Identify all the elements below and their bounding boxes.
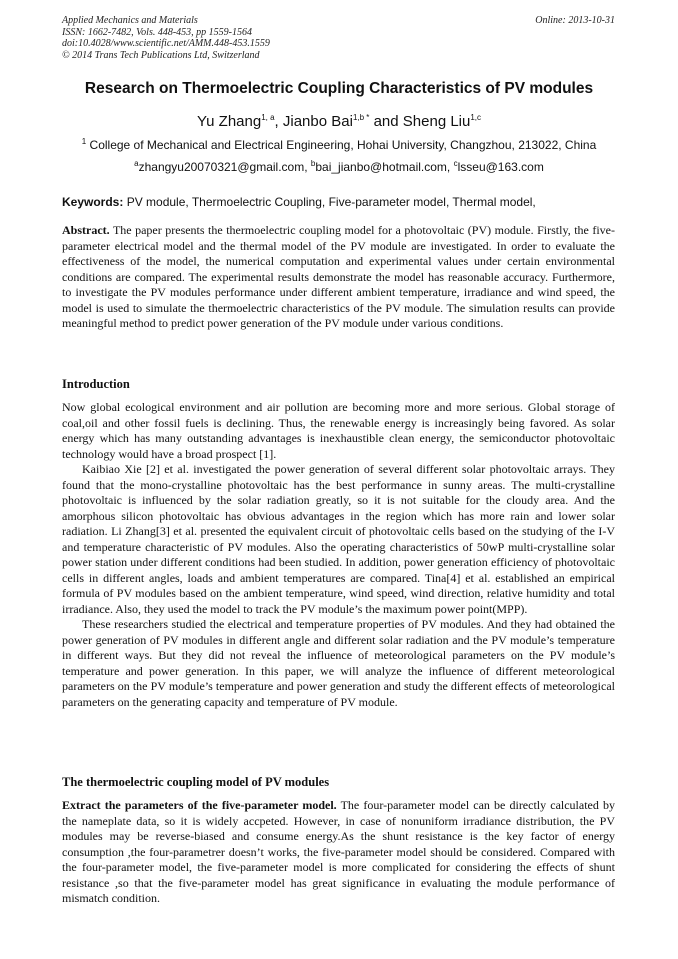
author-name: Yu Zhang (196, 113, 262, 130)
author-affil-marker: 1,b * (352, 113, 370, 122)
author-emails (40, 160, 638, 174)
journal-header (62, 15, 615, 61)
author-separator: , (274, 113, 283, 130)
author-affil-marker: 1, a (261, 113, 275, 122)
affiliation-marker: 1 (81, 137, 87, 146)
author-name: Sheng Liu (402, 113, 471, 130)
email-marker: a (134, 159, 139, 168)
paragraph: Kaibiao Xie [2] et al. investigated the power generation of several different solar photovoltaic arrays. They found that the mono-crystalline photovoltaic has the best performance in sunny areas. The multi-crystalline photovoltaic is influenced by the solar radiation greatly, so it is not suitable for the cloudy area. And the amorphous silicon photovoltaic has obvious advantages in the region which has more rain and lower solar radiation. Li Zhang[3] et al. presented the equivalent circuit of photovoltaic cells based on the studying of the I-V and temperature characteristic of PV modules. Also the operating characteristics of 50wP multi-crystalline solar power station under different conditions had been studied. In addition, power generation efficiency of photovoltaic cells in different angles, loads and ambient temperatures are compared. Tina[4] et al. established an empirical formula of PV modules based on the ambient temperature, wind speed, wind direction, relative humidity and total irradiance. Also, they used the model to track the PV module’s the maximum power point(MPP). (62, 462, 615, 616)
author-separator: and (369, 113, 403, 130)
author-affil-marker: 1,c (470, 113, 482, 122)
abstract (62, 223, 615, 332)
run-in-heading: Extract the parameters of the five-parameter model. (62, 798, 337, 812)
keywords-text: PV module, Thermoelectric Coupling, Five-parameter model, Thermal model, (123, 195, 536, 209)
issn-line: ISSN: 1662-7482, Vols. 448-453, pp 1559-1564 (62, 26, 252, 38)
email-link[interactable]: lsseu@163.com (457, 160, 544, 174)
email-marker: b (310, 159, 316, 168)
abstract-text: The paper presents the thermoelectric coupling model for a photovoltaic (PV) module. Firstly, the five-parameter electrical model and the thermal model of the PV module are investigated. In order to evaluate the effectiveness of the model, the numerical computation and experimental values under certain environmental conditions are compared. The experimental results demonstrate the model has reasonable accuracy. Furthermore, to investigate the PV modules performance under different ambient temperature, irradiance and wind speed, the model is used to simulate the thermoelectric characteristics of the PV module. The simulation results can provide meaningful method to predict power generation of the PV module under various conditions. (62, 223, 615, 330)
paragraph: These researchers studied the electrical and temperature properties of PV modules. And they had obtained the power generation of PV modules in different angle and different solar radiation and the PV module’s temperature in different ways. But they did not reveal the influence of meteorological parameters on the PV module’s temperature and power generation. In this paper, we will analyze the influence of different meteorological parameters on the PV module’s temperature and power generation and study the different effects of meteorological parameters on the generating capacity and temperature of PV module. (62, 617, 615, 709)
paragraph: Now global ecological environment and air pollution are becoming more and more serious. Global storage of coal,oil and other fossil fuels is declining. Thus, the renewable energy is increasingly being favored. As solar energy which has many outstanding advantages is inexhaustible clean energy, the semiconductor photovoltaic technology would have a broad prospect [1]. (62, 400, 615, 461)
copyright-line: © 2014 Trans Tech Publications Ltd, Switzerland (62, 49, 260, 61)
paper-title: Research on Thermoelectric Coupling Characteristics of PV modules (84, 80, 594, 97)
abstract-label: Abstract. (62, 223, 110, 237)
email-link[interactable]: bai_jianbo@hotmail.com, (315, 160, 454, 174)
email-link[interactable]: zhangyu20070321@gmail.com, (138, 160, 311, 174)
section-heading-model: The thermoelectric coupling model of PV modules (62, 775, 330, 789)
keywords (62, 195, 622, 209)
paragraph: The four-parameter model can be directly calculated by the nameplate data, so it is widely accpeted. However, in case of nonuniform irradiance distribution, the PV modules may be reverse-biased and consume energy.As the shunt resistance is the key factor of energy consumption ,the four-parametrer doesn’t works, the five-parameter model should be considered. Compared with the four-parameter model, the five-parameter model is more complicated for considering the effects of shunt resistance ,so that the five-parameter model has great significance in evaluating the module performance of mismatch condition. (62, 798, 615, 905)
affiliation (40, 138, 638, 152)
doi-line[interactable]: doi:10.4028/www.scientific.net/AMM.448-453.1559 (62, 38, 270, 49)
online-date: Online: 2013-10-31 (535, 15, 615, 26)
section-heading-introduction: Introduction (62, 377, 130, 391)
author-line (40, 113, 638, 130)
keywords-label: Keywords: (62, 195, 124, 209)
author-name: Jianbo Bai (282, 113, 353, 130)
affiliation-text: College of Mechanical and Electrical Engineering, Hohai University, Changzhou, 213022, China (86, 138, 597, 152)
email-marker: c (453, 159, 458, 168)
journal-name: Applied Mechanics and Materials (62, 15, 198, 26)
model-body (62, 798, 615, 907)
introduction-body (62, 400, 615, 710)
